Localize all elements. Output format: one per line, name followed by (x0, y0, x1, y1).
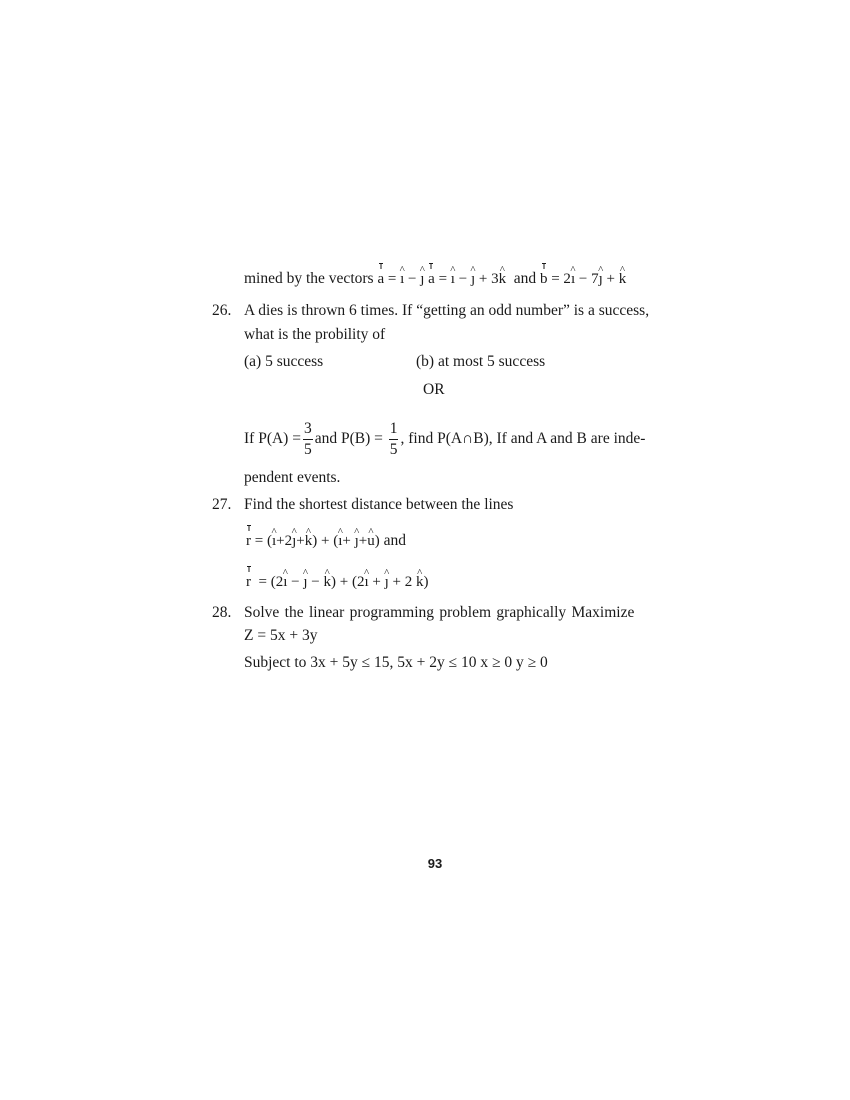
question-text: A dies is thrown 6 times. If “getting an odd number” is a success, (244, 302, 650, 319)
alternative-question-continued: pendent events. (244, 469, 341, 486)
vector-b: b = 2^ ı − 7^ ȷ + ^ k (540, 271, 626, 287)
page-number: 93 (427, 856, 443, 871)
vector-a-first: a = ^ ı − ^ ȷ (377, 271, 428, 287)
objective-function: Z = 5x + 3y (244, 627, 318, 644)
alternative-question (244, 418, 645, 460)
question-number: 27. (212, 496, 232, 513)
alt-suffix: , find P(A∩B), If and A and B are inde- (400, 430, 646, 447)
line-equation-1: r = (^ ı+2^ ȷ+^ k) + (^ ı+ ^ ȷ+^ u) and (246, 532, 406, 550)
option-b: (b) at most 5 success (416, 353, 546, 370)
alt-mid: and P(B) = (314, 430, 383, 447)
and-connector: and (513, 270, 537, 287)
continuation-text: mined by the vectors (244, 270, 374, 287)
fraction-one-fifth: $\frac{1}{5}$ (389, 419, 398, 458)
or-label: OR (423, 381, 445, 398)
line-equation-2: r = (2^ ı − ^ ȷ − ^ k) + (2^ ı + ^ ȷ + 2 ^ k) (246, 573, 428, 591)
question-25-continuation (244, 270, 626, 288)
question-number: 26. (212, 302, 232, 319)
question-text: what is the probility of (244, 326, 386, 343)
question-number: 28. (212, 604, 232, 621)
alt-prefix: If P(A) = (244, 430, 301, 447)
option-a: (a) 5 success (244, 353, 324, 370)
question-text: Solve the linear programming problem graphically Maximize (244, 604, 635, 621)
question-text: Find the shortest distance between the lines (244, 496, 514, 513)
vector-a-second: a = ^ ı − ^ ȷ + 3^ k (428, 271, 510, 287)
constraints: Subject to 3x + 5y ≤ 15, 5x + 2y ≤ 10 x ≥ 0 y ≥ 0 (244, 654, 548, 671)
fraction-three-fifths: $\frac{3}{5}$ (303, 419, 312, 458)
